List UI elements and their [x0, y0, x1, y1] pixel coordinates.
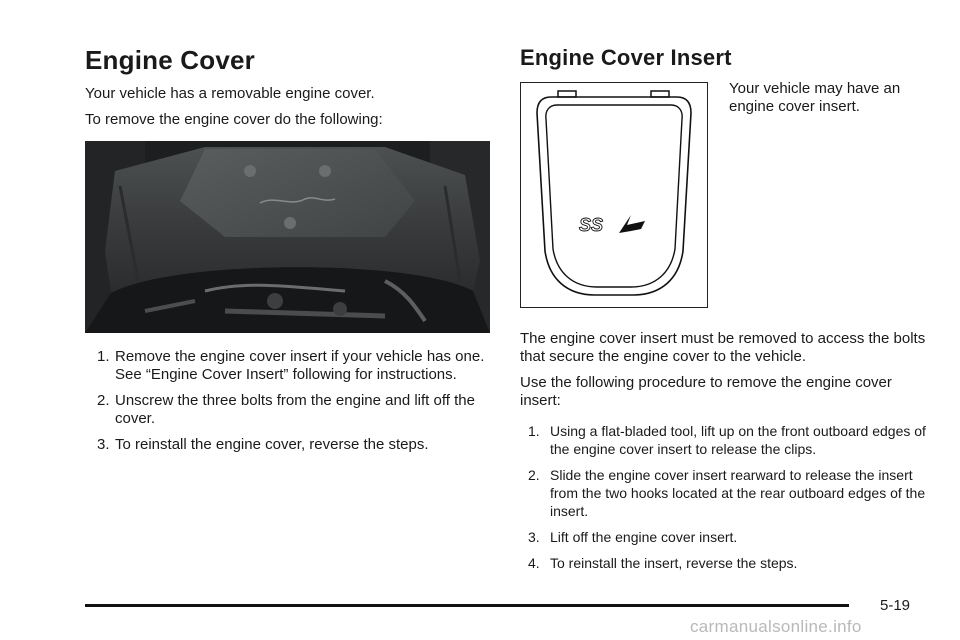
insert-figure: [520, 82, 930, 308]
engine-photo-illustration: [85, 141, 490, 333]
page-number: 5-19: [880, 597, 911, 614]
list-item: 2. Unscrew the three bolts from the engine and lift off the cover.: [97, 392, 475, 427]
insert-caption: [729, 80, 919, 116]
footer-rule: [85, 604, 849, 607]
insert-paragraph-2: Use the following procedure to remove the engine cover insert:: [520, 374, 892, 409]
insert-paragraph-1: The engine cover insert must be removed to access the bolts that secure the engine cover to the vehicle.: [520, 330, 926, 365]
intro-paragraph: Your vehicle has a removable engine cover.: [85, 85, 375, 102]
list-item: 3. Lift off the engine cover insert.: [528, 529, 738, 545]
section-title: Engine Cover Insert: [520, 45, 732, 70]
insert-illustration: [520, 82, 708, 308]
insert-removal-steps: [520, 422, 930, 572]
engine-cover-photo: [85, 141, 490, 333]
ss-badge: SS: [579, 215, 604, 235]
list-item: 1. Remove the engine cover insert if your vehicle has one. See “Engine Cover Insert” following for instructions.: [97, 348, 485, 383]
caption-text: Your vehicle may have an engine cover insert.: [729, 80, 901, 115]
removal-steps: [85, 348, 490, 454]
insert-line-drawing: [521, 83, 707, 307]
instructions-lead: To remove the engine cover do the following:: [85, 111, 383, 128]
engine-cover-section: [85, 40, 490, 462]
list-item: 1. Using a flat-bladed tool, lift up on the front outboard edges of the engine cover insert to release the clips.: [528, 423, 926, 457]
list-item: 3. To reinstall the engine cover, reverse the steps.: [97, 436, 429, 453]
list-item: 4. To reinstall the insert, reverse the steps.: [528, 555, 798, 571]
list-item: 2. Slide the engine cover insert rearward to release the insert from the two hooks located at the rear outboard edges of the insert.: [528, 467, 926, 519]
engine-cover-insert-section: [520, 40, 930, 580]
watermark: carmanualsonline.info: [690, 617, 862, 636]
section-title: Engine Cover: [85, 45, 255, 75]
